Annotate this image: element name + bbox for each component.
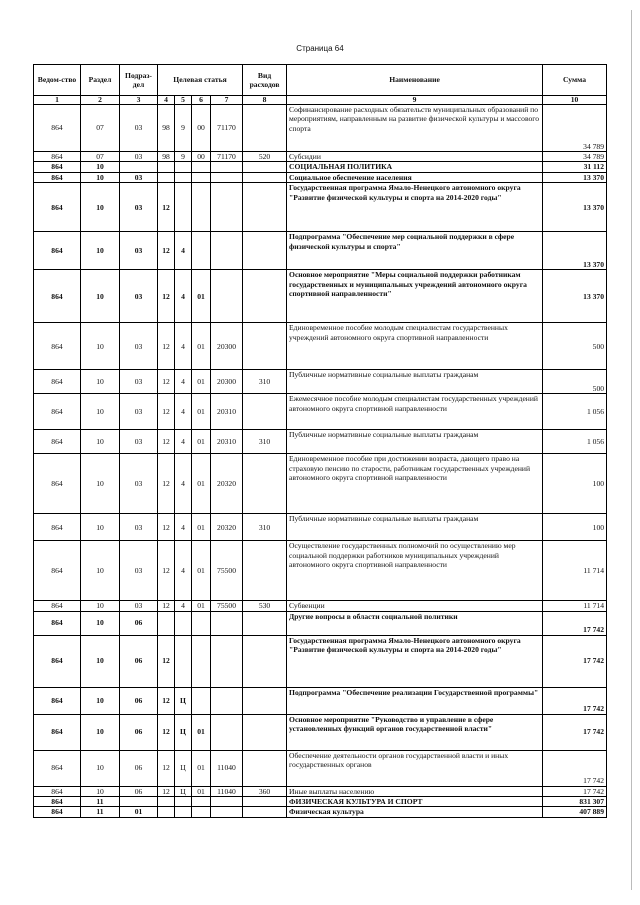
- cell-cs1: [158, 172, 175, 182]
- cell-cs1: 12: [158, 430, 175, 454]
- cell-razdel: 07: [81, 152, 120, 162]
- cell-naimenovanie: Иные выплаты населению: [287, 786, 543, 796]
- cell-summa: 13 370: [543, 183, 607, 232]
- cell-cs3: 01: [192, 750, 211, 786]
- table-row: [34, 394, 607, 430]
- cell-cs3: 01: [192, 394, 211, 430]
- cell-vedomstvo: 864: [34, 786, 81, 796]
- cell-summa: 17 742: [543, 750, 607, 786]
- cell-razdel: 10: [81, 232, 120, 270]
- cell-summa: 1 056: [543, 430, 607, 454]
- cell-cs4: 20320: [211, 514, 243, 541]
- header-vid-raskhodov: Вид расходов: [243, 65, 287, 96]
- cell-cs1: 12: [158, 635, 175, 687]
- page-title: Страница 64: [296, 44, 344, 53]
- col-number: 5: [175, 96, 192, 105]
- cell-cs4: [211, 232, 243, 270]
- cell-naimenovanie: Обеспечение деятельности органов государственной власти и иных государственных органов: [287, 750, 543, 786]
- col-number: 10: [543, 96, 607, 105]
- col-number: 3: [120, 96, 158, 105]
- col-number: 9: [287, 96, 543, 105]
- cell-razdel: 10: [81, 183, 120, 232]
- cell-cs4: 75500: [211, 601, 243, 611]
- cell-podrazdel: [120, 162, 158, 172]
- cell-cs2: 4: [175, 232, 192, 270]
- cell-cs2: 4: [175, 454, 192, 514]
- header-razdel: Раздел: [81, 65, 120, 96]
- header-summa: Сумма: [543, 65, 607, 96]
- cell-cs3: 01: [192, 714, 211, 750]
- cell-cs3: [192, 611, 211, 635]
- cell-cs2: 4: [175, 394, 192, 430]
- cell-razdel: 11: [81, 797, 120, 807]
- cell-cs1: 12: [158, 270, 175, 323]
- cell-vid: [243, 323, 287, 370]
- cell-summa: 13 370: [543, 232, 607, 270]
- cell-vedomstvo: 864: [34, 430, 81, 454]
- cell-cs2: [175, 611, 192, 635]
- cell-cs4: 71170: [211, 105, 243, 152]
- cell-razdel: 10: [81, 430, 120, 454]
- cell-vedomstvo: 864: [34, 105, 81, 152]
- table-row: [34, 541, 607, 601]
- cell-vedomstvo: 864: [34, 750, 81, 786]
- col-number: 7: [211, 96, 243, 105]
- cell-cs1: [158, 611, 175, 635]
- cell-cs2: Ц: [175, 714, 192, 750]
- cell-naimenovanie: Осуществление государственных полномочий по осуществлению мер социальной поддержки работников муниципальных учреждений автономного округа спортивной направленности: [287, 541, 543, 601]
- cell-summa: 17 742: [543, 714, 607, 750]
- cell-summa: 100: [543, 514, 607, 541]
- cell-vid: [243, 454, 287, 514]
- cell-summa: 17 742: [543, 635, 607, 687]
- cell-vedomstvo: 864: [34, 454, 81, 514]
- cell-cs4: [211, 162, 243, 172]
- cell-razdel: 10: [81, 394, 120, 430]
- cell-summa: 1 056: [543, 394, 607, 430]
- cell-vedomstvo: 864: [34, 270, 81, 323]
- cell-cs3: 01: [192, 430, 211, 454]
- table-row: [34, 172, 607, 182]
- cell-razdel: 10: [81, 323, 120, 370]
- table-row: [34, 514, 607, 541]
- cell-vedomstvo: 864: [34, 611, 81, 635]
- cell-summa: 500: [543, 323, 607, 370]
- cell-podrazdel: 03: [120, 541, 158, 601]
- cell-cs4: [211, 797, 243, 807]
- cell-vedomstvo: 864: [34, 807, 81, 817]
- cell-cs3: 00: [192, 152, 211, 162]
- cell-naimenovanie: Ежемесячное пособие молодым специалистам государственных учреждений автономного округа спортивной направленности: [287, 394, 543, 430]
- cell-cs1: 12: [158, 394, 175, 430]
- cell-vedomstvo: 864: [34, 541, 81, 601]
- table-row: [34, 270, 607, 323]
- table-row: [34, 183, 607, 232]
- cell-vid: [243, 270, 287, 323]
- cell-summa: 31 112: [543, 162, 607, 172]
- cell-summa: 17 742: [543, 611, 607, 635]
- cell-razdel: 10: [81, 270, 120, 323]
- cell-vedomstvo: 864: [34, 183, 81, 232]
- cell-cs4: 20310: [211, 394, 243, 430]
- cell-cs4: 11040: [211, 750, 243, 786]
- cell-vid: [243, 232, 287, 270]
- cell-naimenovanie: Государственная программа Ямало-Ненецкого автономного округа "Развитие физической культуры и спорта на 2014-2020 годы": [287, 183, 543, 232]
- cell-cs2: Ц: [175, 786, 192, 796]
- cell-cs3: 01: [192, 601, 211, 611]
- cell-vedomstvo: 864: [34, 394, 81, 430]
- cell-podrazdel: 01: [120, 807, 158, 817]
- table-row: [34, 162, 607, 172]
- cell-cs1: 12: [158, 687, 175, 714]
- cell-cs4: [211, 807, 243, 817]
- cell-summa: 100: [543, 454, 607, 514]
- table-row: [34, 797, 607, 807]
- cell-podrazdel: 03: [120, 183, 158, 232]
- cell-cs1: 12: [158, 323, 175, 370]
- cell-cs4: 11040: [211, 786, 243, 796]
- cell-razdel: 07: [81, 105, 120, 152]
- cell-vid: [243, 162, 287, 172]
- cell-cs1: 12: [158, 183, 175, 232]
- cell-naimenovanie: Софинансирование расходных обязательств муниципальных образований по мероприятиям, направленным на развитие физической культуры и массового спорта: [287, 105, 543, 152]
- cell-razdel: 10: [81, 454, 120, 514]
- cell-cs1: 12: [158, 786, 175, 796]
- cell-cs4: [211, 172, 243, 182]
- cell-cs1: [158, 797, 175, 807]
- cell-vedomstvo: 864: [34, 601, 81, 611]
- cell-cs2: [175, 162, 192, 172]
- cell-vid: [243, 611, 287, 635]
- cell-vedomstvo: 864: [34, 797, 81, 807]
- cell-cs4: 20310: [211, 430, 243, 454]
- cell-podrazdel: 06: [120, 750, 158, 786]
- cell-vedomstvo: 864: [34, 152, 81, 162]
- cell-cs3: [192, 807, 211, 817]
- cell-cs2: 4: [175, 601, 192, 611]
- cell-cs2: [175, 183, 192, 232]
- cell-razdel: 10: [81, 172, 120, 182]
- cell-cs1: 12: [158, 541, 175, 601]
- table-row: [34, 611, 607, 635]
- cell-cs4: [211, 611, 243, 635]
- cell-razdel: 10: [81, 635, 120, 687]
- cell-vedomstvo: 864: [34, 635, 81, 687]
- cell-vid: [243, 183, 287, 232]
- cell-cs4: 75500: [211, 541, 243, 601]
- cell-naimenovanie: Подпрограмма "Обеспечение мер социальной поддержки в сфере физической культуры и спорта": [287, 232, 543, 270]
- table-row: [34, 430, 607, 454]
- cell-vedomstvo: 864: [34, 232, 81, 270]
- cell-naimenovanie: Публичные нормативные социальные выплаты гражданам: [287, 514, 543, 541]
- cell-cs3: 01: [192, 370, 211, 394]
- header-podrazdel: Подраз-дел: [120, 65, 158, 96]
- cell-vid: 360: [243, 786, 287, 796]
- cell-vid: [243, 105, 287, 152]
- cell-cs4: 20320: [211, 454, 243, 514]
- header-celevaya-statya: Целевая статья: [158, 65, 243, 96]
- cell-cs4: 71170: [211, 152, 243, 162]
- cell-vid: [243, 797, 287, 807]
- header-naimenovanie: Наименование: [287, 65, 543, 96]
- cell-podrazdel: 03: [120, 323, 158, 370]
- cell-cs1: 12: [158, 601, 175, 611]
- cell-cs3: 01: [192, 270, 211, 323]
- table-row: [34, 714, 607, 750]
- cell-vid: [243, 541, 287, 601]
- cell-cs4: [211, 687, 243, 714]
- cell-cs2: [175, 635, 192, 687]
- table-row: [34, 370, 607, 394]
- cell-vid: [243, 687, 287, 714]
- table-row: [34, 454, 607, 514]
- table-row: [34, 635, 607, 687]
- cell-naimenovanie: Публичные нормативные социальные выплаты гражданам: [287, 370, 543, 394]
- cell-vid: 520: [243, 152, 287, 162]
- cell-podrazdel: 06: [120, 611, 158, 635]
- header-vedomstvo: Ведом-ство: [34, 65, 81, 96]
- cell-cs3: [192, 183, 211, 232]
- cell-summa: 11 714: [543, 541, 607, 601]
- cell-cs2: 4: [175, 541, 192, 601]
- cell-razdel: 10: [81, 687, 120, 714]
- cell-podrazdel: [120, 797, 158, 807]
- cell-razdel: 10: [81, 786, 120, 796]
- cell-vedomstvo: 864: [34, 687, 81, 714]
- cell-summa: 34 789: [543, 152, 607, 162]
- cell-vid: [243, 807, 287, 817]
- cell-cs4: 20300: [211, 370, 243, 394]
- cell-cs4: 20300: [211, 323, 243, 370]
- cell-podrazdel: 03: [120, 152, 158, 162]
- cell-vedomstvo: 864: [34, 172, 81, 182]
- cell-podrazdel: 03: [120, 601, 158, 611]
- cell-cs1: [158, 807, 175, 817]
- cell-razdel: 10: [81, 601, 120, 611]
- budget-table: [33, 64, 607, 818]
- cell-cs2: 4: [175, 323, 192, 370]
- cell-podrazdel: 03: [120, 514, 158, 541]
- cell-cs1: 98: [158, 105, 175, 152]
- cell-vid: [243, 750, 287, 786]
- cell-summa: 17 742: [543, 687, 607, 714]
- cell-naimenovanie: Основное мероприятие "Руководство и управление в сфере установленных функций органов государственной власти": [287, 714, 543, 750]
- cell-razdel: 10: [81, 714, 120, 750]
- cell-cs1: 12: [158, 750, 175, 786]
- cell-vid: [243, 714, 287, 750]
- cell-razdel: 11: [81, 807, 120, 817]
- cell-naimenovanie: Физическая культура: [287, 807, 543, 817]
- cell-podrazdel: 03: [120, 454, 158, 514]
- cell-naimenovanie: Единовременное пособие молодым специалистам государственных учреждений автономного округа спортивной направленности: [287, 323, 543, 370]
- cell-summa: 407 889: [543, 807, 607, 817]
- cell-razdel: 10: [81, 541, 120, 601]
- col-number: 8: [243, 96, 287, 105]
- cell-cs3: 01: [192, 541, 211, 601]
- scan-edge: [631, 10, 638, 890]
- cell-summa: 13 370: [543, 172, 607, 182]
- cell-cs1: 12: [158, 514, 175, 541]
- table-row: [34, 601, 607, 611]
- cell-naimenovanie: Единовременное пособие при достижении возраста, дающего право на страховую пенсию по старости, работникам государственных учреждений автономного округа спортивной направленности: [287, 454, 543, 514]
- cell-cs2: Ц: [175, 687, 192, 714]
- cell-cs2: 9: [175, 105, 192, 152]
- table-row: [34, 750, 607, 786]
- table-row: [34, 323, 607, 370]
- cell-vid: 310: [243, 370, 287, 394]
- cell-naimenovanie: Социальное обеспечение населения: [287, 172, 543, 182]
- cell-cs2: 4: [175, 430, 192, 454]
- cell-podrazdel: 06: [120, 635, 158, 687]
- cell-vid: [243, 635, 287, 687]
- cell-cs4: [211, 270, 243, 323]
- cell-cs3: [192, 635, 211, 687]
- cell-razdel: 10: [81, 611, 120, 635]
- cell-summa: 13 370: [543, 270, 607, 323]
- cell-cs3: 01: [192, 514, 211, 541]
- cell-podrazdel: 03: [120, 105, 158, 152]
- cell-cs3: 01: [192, 786, 211, 796]
- cell-naimenovanie: Субвенции: [287, 601, 543, 611]
- cell-vid: 310: [243, 514, 287, 541]
- cell-podrazdel: 06: [120, 687, 158, 714]
- cell-naimenovanie: Субсидии: [287, 152, 543, 162]
- cell-cs3: [192, 162, 211, 172]
- cell-summa: 831 307: [543, 797, 607, 807]
- cell-podrazdel: 06: [120, 714, 158, 750]
- cell-cs1: 12: [158, 454, 175, 514]
- col-number: 2: [81, 96, 120, 105]
- cell-vid: [243, 172, 287, 182]
- table-row: [34, 105, 607, 152]
- cell-cs3: [192, 687, 211, 714]
- table-row: [34, 687, 607, 714]
- cell-cs2: 9: [175, 152, 192, 162]
- cell-cs2: [175, 807, 192, 817]
- col-number: 4: [158, 96, 175, 105]
- cell-cs4: [211, 183, 243, 232]
- cell-cs2: Ц: [175, 750, 192, 786]
- cell-naimenovanie: Другие вопросы в области социальной политики: [287, 611, 543, 635]
- cell-podrazdel: 03: [120, 232, 158, 270]
- cell-razdel: 10: [81, 370, 120, 394]
- cell-podrazdel: 03: [120, 394, 158, 430]
- cell-naimenovanie: ФИЗИЧЕСКАЯ КУЛЬТУРА И СПОРТ: [287, 797, 543, 807]
- cell-naimenovanie: Государственная программа Ямало-Ненецкого автономного округа "Развитие физической культуры и спорта на 2014-2020 годы": [287, 635, 543, 687]
- cell-vid: 530: [243, 601, 287, 611]
- cell-cs2: 4: [175, 514, 192, 541]
- cell-cs2: [175, 172, 192, 182]
- cell-summa: 17 742: [543, 786, 607, 796]
- cell-cs3: 00: [192, 105, 211, 152]
- table-row: [34, 807, 607, 817]
- cell-vid: [243, 394, 287, 430]
- cell-cs1: 98: [158, 152, 175, 162]
- cell-summa: 500: [543, 370, 607, 394]
- cell-podrazdel: 06: [120, 786, 158, 796]
- cell-summa: 11 714: [543, 601, 607, 611]
- cell-vid: 310: [243, 430, 287, 454]
- table-row: [34, 152, 607, 162]
- cell-razdel: 10: [81, 750, 120, 786]
- cell-razdel: 10: [81, 162, 120, 172]
- cell-cs3: [192, 172, 211, 182]
- cell-vedomstvo: 864: [34, 162, 81, 172]
- cell-naimenovanie: Основное мероприятие "Меры социальной поддержки работникам государственных и муниципальных учреждений автономного округа спортивной направленности": [287, 270, 543, 323]
- cell-podrazdel: 03: [120, 172, 158, 182]
- cell-podrazdel: 03: [120, 270, 158, 323]
- cell-cs3: [192, 797, 211, 807]
- table-row: [34, 786, 607, 796]
- cell-cs2: [175, 797, 192, 807]
- cell-podrazdel: 03: [120, 430, 158, 454]
- cell-naimenovanie: Публичные нормативные социальные выплаты гражданам: [287, 430, 543, 454]
- cell-cs3: 01: [192, 454, 211, 514]
- cell-cs3: [192, 232, 211, 270]
- col-number: 1: [34, 96, 81, 105]
- cell-vedomstvo: 864: [34, 323, 81, 370]
- cell-cs4: [211, 635, 243, 687]
- cell-cs2: 4: [175, 370, 192, 394]
- cell-cs4: [211, 714, 243, 750]
- table-row: [34, 232, 607, 270]
- cell-cs1: 12: [158, 714, 175, 750]
- cell-vedomstvo: 864: [34, 370, 81, 394]
- cell-razdel: 10: [81, 514, 120, 541]
- cell-cs3: 01: [192, 323, 211, 370]
- cell-cs1: [158, 162, 175, 172]
- cell-vedomstvo: 864: [34, 714, 81, 750]
- cell-cs1: 12: [158, 370, 175, 394]
- table-body: [34, 105, 607, 818]
- cell-summa: 34 789: [543, 105, 607, 152]
- cell-cs2: 4: [175, 270, 192, 323]
- cell-naimenovanie: Подпрограмма "Обеспечение реализации Государственной программы": [287, 687, 543, 714]
- cell-vedomstvo: 864: [34, 514, 81, 541]
- col-number: 6: [192, 96, 211, 105]
- cell-cs1: 12: [158, 232, 175, 270]
- cell-podrazdel: 03: [120, 370, 158, 394]
- cell-naimenovanie: СОЦИАЛЬНАЯ ПОЛИТИКА: [287, 162, 543, 172]
